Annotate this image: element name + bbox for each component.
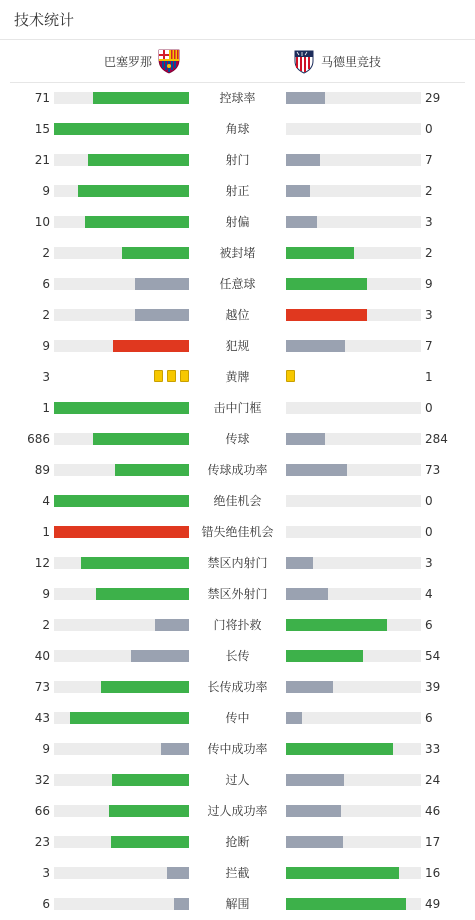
away-value: 1 [425, 370, 433, 384]
home-bar-track [54, 92, 189, 104]
yellow-card-icon [180, 370, 189, 382]
home-bar-track [54, 247, 189, 259]
fc-barcelona-crest-icon [158, 48, 180, 74]
home-bar-fill [88, 154, 189, 166]
away-bar-fill [286, 712, 302, 724]
away-value: 17 [425, 835, 441, 849]
stat-row [0, 145, 475, 176]
stat-label: 错失绝佳机会 [201, 525, 274, 539]
home-bar-fill [161, 743, 189, 755]
away-value: 3 [425, 556, 433, 570]
home-value: 71 [34, 91, 50, 105]
stat-row [0, 393, 475, 424]
home-bar-track [54, 154, 189, 166]
home-yellow-cards [154, 370, 189, 384]
stat-row [0, 455, 475, 486]
yellow-card-icon [167, 370, 176, 382]
away-value: 9 [425, 277, 433, 291]
away-bar-track [286, 402, 421, 414]
away-value: 0 [425, 494, 433, 508]
home-bar-fill [115, 464, 189, 476]
stat-row [0, 672, 475, 703]
home-bar-fill [96, 588, 189, 600]
away-bar-track [286, 216, 421, 228]
stat-row [0, 579, 475, 610]
away-bar-track [286, 650, 421, 662]
home-bar-track [54, 867, 189, 879]
home-bar-fill [54, 526, 189, 538]
team-header [10, 40, 465, 83]
stat-row [0, 176, 475, 207]
stat-row [0, 889, 475, 920]
away-bar-track [286, 836, 421, 848]
page-title: 技术统计 [14, 11, 75, 29]
stat-label: 越位 [225, 308, 250, 322]
away-bar-fill [286, 650, 363, 662]
away-bar-track [286, 495, 421, 507]
home-value: 15 [34, 122, 50, 136]
home-bar-track [54, 743, 189, 755]
home-value: 4 [42, 494, 50, 508]
home-bar-fill [113, 340, 189, 352]
stat-row [0, 300, 475, 331]
away-bar-fill [286, 743, 393, 755]
home-bar-fill [111, 836, 189, 848]
stat-label: 门将扑救 [213, 618, 262, 632]
home-bar-track [54, 526, 189, 538]
atletico-madrid-crest-icon [293, 48, 315, 74]
stat-label: 控球率 [219, 91, 256, 105]
away-bar-track [286, 464, 421, 476]
home-bar-track [54, 681, 189, 693]
stat-label: 长传成功率 [207, 680, 268, 694]
home-bar-track [54, 433, 189, 445]
away-value: 3 [425, 215, 433, 229]
away-bar-fill [286, 898, 406, 910]
away-bar-track [286, 774, 421, 786]
away-bar-fill [286, 588, 328, 600]
home-value: 2 [42, 246, 50, 260]
home-value: 66 [34, 804, 50, 818]
away-bar-track [286, 867, 421, 879]
away-bar-track [286, 898, 421, 910]
home-bar-fill [81, 557, 189, 569]
stat-row [0, 703, 475, 734]
home-bar-fill [135, 278, 189, 290]
away-value: 6 [425, 618, 433, 632]
away-yellow-cards [286, 370, 295, 384]
away-bar-track [286, 681, 421, 693]
away-bar-fill [286, 278, 367, 290]
stat-row [0, 269, 475, 300]
yellow-card-icon [154, 370, 163, 382]
home-bar-fill [78, 185, 189, 197]
home-value: 21 [34, 153, 50, 167]
home-bar-track [54, 619, 189, 631]
away-bar-fill [286, 867, 399, 879]
away-value: 54 [425, 649, 441, 663]
away-value: 49 [425, 897, 441, 911]
away-value: 7 [425, 339, 433, 353]
away-bar-fill [286, 340, 345, 352]
away-bar-track [286, 92, 421, 104]
home-value: 6 [42, 897, 50, 911]
home-bar-fill [155, 619, 189, 631]
away-bar-track [286, 278, 421, 290]
home-bar-fill [167, 867, 189, 879]
home-value: 2 [42, 618, 50, 632]
home-value: 9 [42, 587, 50, 601]
stat-row [0, 114, 475, 145]
away-team[interactable] [293, 40, 381, 82]
away-bar-track [286, 743, 421, 755]
stat-label: 传中 [225, 711, 250, 725]
away-bar-fill [286, 836, 343, 848]
home-value: 12 [34, 556, 50, 570]
home-value: 1 [42, 525, 50, 539]
away-bar-track [286, 712, 421, 724]
stat-label: 射正 [225, 184, 250, 198]
home-value: 686 [27, 432, 50, 446]
home-value: 1 [42, 401, 50, 415]
home-value: 9 [42, 184, 50, 198]
yellow-card-icon [286, 370, 295, 382]
stat-label: 传中成功率 [207, 742, 268, 756]
stat-row [0, 207, 475, 238]
home-bar-track [54, 402, 189, 414]
home-team-name: 巴塞罗那 [103, 54, 152, 69]
home-bar-track [54, 774, 189, 786]
home-bar-track [54, 588, 189, 600]
away-bar-track [286, 619, 421, 631]
top-bar [0, 0, 475, 40]
home-bar-fill [54, 123, 189, 135]
home-bar-fill [93, 433, 189, 445]
home-bar-track [54, 805, 189, 817]
stat-label: 过人成功率 [207, 804, 268, 818]
stat-row [0, 486, 475, 517]
stat-label: 击中门框 [213, 401, 262, 415]
stat-row [0, 517, 475, 548]
away-bar-track [286, 154, 421, 166]
away-value: 46 [425, 804, 441, 818]
stat-label: 角球 [225, 122, 250, 136]
home-bar-track [54, 650, 189, 662]
away-value: 16 [425, 866, 441, 880]
away-bar-fill [286, 681, 333, 693]
home-bar-track [54, 836, 189, 848]
home-bar-fill [101, 681, 189, 693]
stat-label: 解围 [225, 897, 250, 911]
stat-row [0, 827, 475, 858]
away-bar-fill [286, 216, 317, 228]
home-bar-fill [54, 402, 189, 414]
away-value: 73 [425, 463, 441, 477]
away-value: 39 [425, 680, 441, 694]
home-value: 10 [34, 215, 50, 229]
away-bar-fill [286, 805, 341, 817]
away-value: 7 [425, 153, 433, 167]
stat-label: 禁区内射门 [207, 556, 268, 570]
home-bar-track [54, 340, 189, 352]
home-bar-fill [93, 92, 189, 104]
away-bar-fill [286, 154, 320, 166]
away-value: 6 [425, 711, 433, 725]
away-value: 2 [425, 184, 433, 198]
stat-row [0, 734, 475, 765]
stat-label: 传球 [225, 432, 250, 446]
home-value: 43 [34, 711, 50, 725]
away-bar-fill [286, 92, 325, 104]
away-value: 3 [425, 308, 433, 322]
stat-row [0, 238, 475, 269]
away-value: 0 [425, 122, 433, 136]
stat-row [0, 610, 475, 641]
away-value: 4 [425, 587, 433, 601]
home-bar-track [54, 495, 189, 507]
home-bar-fill [135, 309, 189, 321]
away-bar-fill [286, 433, 325, 445]
away-bar-track [286, 247, 421, 259]
home-bar-track [54, 309, 189, 321]
home-value: 2 [42, 308, 50, 322]
home-bar-track [54, 557, 189, 569]
home-bar-fill [54, 495, 189, 507]
home-value: 32 [34, 773, 50, 787]
away-bar-fill [286, 247, 354, 259]
away-value: 24 [425, 773, 441, 787]
away-value: 33 [425, 742, 441, 756]
home-value: 3 [42, 370, 50, 384]
away-bar-track [286, 588, 421, 600]
away-bar-track [286, 526, 421, 538]
home-bar-fill [85, 216, 189, 228]
stat-row [0, 548, 475, 579]
home-bar-track [54, 712, 189, 724]
stat-label: 射门 [225, 153, 250, 167]
stat-label: 犯规 [225, 339, 250, 353]
stat-label: 黄牌 [225, 370, 250, 384]
home-value: 9 [42, 742, 50, 756]
stat-row [0, 362, 475, 393]
home-bar-track [54, 898, 189, 910]
stat-label: 抢断 [225, 835, 250, 849]
home-value: 23 [34, 835, 50, 849]
away-bar-fill [286, 557, 313, 569]
home-bar-track [54, 216, 189, 228]
stat-label: 传球成功率 [207, 463, 268, 477]
away-bar-track [286, 340, 421, 352]
stat-label: 射偏 [225, 215, 250, 229]
away-bar-fill [286, 185, 310, 197]
home-value: 9 [42, 339, 50, 353]
stat-label: 拦截 [225, 866, 250, 880]
stat-row [0, 331, 475, 362]
stat-label: 禁区外射门 [207, 587, 268, 601]
away-value: 284 [425, 432, 448, 446]
away-value: 2 [425, 246, 433, 260]
away-bar-track [286, 805, 421, 817]
away-bar-track [286, 309, 421, 321]
away-bar-fill [286, 619, 387, 631]
away-bar-track [286, 185, 421, 197]
away-bar-fill [286, 309, 367, 321]
home-value: 40 [34, 649, 50, 663]
home-team[interactable] [104, 40, 180, 82]
home-bar-track [54, 278, 189, 290]
stat-row [0, 83, 475, 114]
stat-label: 长传 [225, 649, 250, 663]
stat-row [0, 765, 475, 796]
away-value: 0 [425, 401, 433, 415]
stat-label: 绝佳机会 [213, 494, 262, 508]
stat-row [0, 858, 475, 889]
away-team-name: 马德里竞技 [321, 54, 382, 69]
away-value: 29 [425, 91, 441, 105]
away-bar-fill [286, 774, 344, 786]
stat-label: 被封堵 [219, 246, 256, 260]
away-bar-fill [286, 464, 347, 476]
away-value: 0 [425, 525, 433, 539]
home-bar-fill [174, 898, 189, 910]
home-bar-fill [122, 247, 190, 259]
home-bar-track [54, 185, 189, 197]
home-value: 89 [34, 463, 50, 477]
home-value: 3 [42, 866, 50, 880]
stat-label: 任意球 [219, 277, 256, 291]
home-bar-fill [70, 712, 189, 724]
home-bar-fill [131, 650, 189, 662]
stat-row [0, 424, 475, 455]
home-bar-track [54, 123, 189, 135]
home-bar-track [54, 464, 189, 476]
home-value: 6 [42, 277, 50, 291]
stat-row [0, 796, 475, 827]
away-bar-track [286, 123, 421, 135]
stat-row [0, 641, 475, 672]
home-value: 73 [34, 680, 50, 694]
away-bar-track [286, 557, 421, 569]
stat-label: 过人 [225, 773, 250, 787]
away-bar-track [286, 433, 421, 445]
home-bar-fill [109, 805, 189, 817]
home-bar-fill [112, 774, 189, 786]
